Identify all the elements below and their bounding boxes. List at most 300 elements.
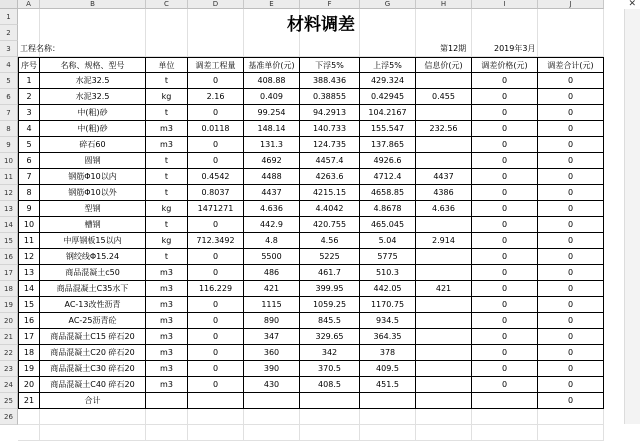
row-header-11[interactable]: 11 (0, 169, 18, 185)
cell[interactable]: 0 (472, 201, 538, 217)
cell[interactable]: 0 (472, 345, 538, 361)
cell[interactable] (244, 41, 300, 57)
cell[interactable]: 7 (18, 169, 40, 185)
cell[interactable]: 0 (188, 297, 244, 313)
cell[interactable]: 378 (360, 345, 416, 361)
cell[interactable]: AC-25沥青砼 (40, 313, 146, 329)
table-row (18, 169, 604, 185)
column-header-e[interactable]: E (244, 0, 300, 9)
period-label: 第12期 (440, 44, 467, 53)
cell[interactable]: 4437 (416, 169, 472, 185)
cell[interactable]: 442.9 (244, 217, 300, 233)
cell[interactable]: 0.0118 (188, 121, 244, 137)
cell[interactable] (538, 425, 604, 441)
row-header-8[interactable]: 8 (0, 121, 18, 137)
cell[interactable] (416, 377, 472, 393)
cell[interactable]: 4437 (244, 185, 300, 201)
cell[interactable]: m3 (146, 329, 188, 345)
cell[interactable]: 0 (538, 265, 604, 281)
cell[interactable] (472, 425, 538, 441)
table-row (18, 265, 604, 281)
cell[interactable]: 中(粗)砂 (40, 121, 146, 137)
cell[interactable] (416, 361, 472, 377)
cell[interactable]: 5 (18, 137, 40, 153)
row-header-9[interactable]: 9 (0, 137, 18, 153)
cell[interactable]: 408.5 (300, 377, 360, 393)
cell[interactable] (188, 41, 244, 57)
cell[interactable]: 0 (538, 105, 604, 121)
cell[interactable]: 3 (18, 105, 40, 121)
cell[interactable]: 4712.4 (360, 169, 416, 185)
cell[interactable]: 0 (188, 377, 244, 393)
row-header-17[interactable]: 17 (0, 265, 18, 281)
cell[interactable]: 0 (188, 329, 244, 345)
cell[interactable] (472, 393, 538, 409)
cell[interactable]: 0 (188, 153, 244, 169)
cell[interactable]: 调差工程量 (188, 57, 244, 73)
cell[interactable]: 429.324 (360, 73, 416, 89)
row-header-4[interactable]: 4 (0, 57, 18, 73)
column-headers (18, 0, 604, 9)
vertical-scrollbar[interactable] (624, 9, 640, 424)
cell[interactable]: 0 (472, 105, 538, 121)
cell[interactable]: AC-13改性沥青 (40, 297, 146, 313)
cell[interactable] (146, 409, 188, 425)
cell[interactable]: 2.16 (188, 89, 244, 105)
cell[interactable]: t (146, 249, 188, 265)
cell[interactable]: 712.3492 (188, 233, 244, 249)
cell[interactable]: 商品混凝土C15 碎石20 (40, 329, 146, 345)
cell[interactable]: 序号 (18, 57, 40, 73)
cell[interactable]: 140.733 (300, 121, 360, 137)
cell[interactable]: 16 (18, 313, 40, 329)
cell[interactable] (146, 41, 188, 57)
project-name-label: 工程名称： (20, 44, 60, 53)
cell[interactable]: t (146, 185, 188, 201)
cell[interactable] (538, 41, 604, 57)
cell[interactable]: 0 (538, 281, 604, 297)
cell[interactable]: 13 (18, 265, 40, 281)
cell[interactable]: 510.3 (360, 265, 416, 281)
row-header-10[interactable]: 10 (0, 153, 18, 169)
cell[interactable]: 0.455 (416, 89, 472, 105)
cell[interactable]: 10 (18, 217, 40, 233)
table-row (18, 185, 604, 201)
cell[interactable]: t (146, 73, 188, 89)
cell[interactable]: 0 (472, 361, 538, 377)
cell[interactable]: m3 (146, 297, 188, 313)
cell[interactable]: 12 (18, 249, 40, 265)
cell[interactable]: 0 (472, 265, 538, 281)
column-header-j[interactable]: J (538, 0, 604, 9)
cell[interactable]: 4.4042 (300, 201, 360, 217)
row-header-15[interactable]: 15 (0, 233, 18, 249)
cell[interactable]: 451.5 (360, 377, 416, 393)
cell[interactable]: 94.2913 (300, 105, 360, 121)
row-header-5[interactable]: 5 (0, 73, 18, 89)
table-row (18, 89, 604, 105)
row-header-6[interactable]: 6 (0, 89, 18, 105)
cell[interactable]: 水泥32.5 (40, 89, 146, 105)
cell[interactable]: 465.045 (360, 217, 416, 233)
cell[interactable]: 148.14 (244, 121, 300, 137)
cell[interactable] (416, 425, 472, 441)
cell[interactable]: 2 (18, 89, 40, 105)
cell[interactable]: 4.56 (300, 233, 360, 249)
cell[interactable] (300, 41, 360, 57)
cell[interactable]: 槽钢 (40, 217, 146, 233)
cell[interactable]: 0 (472, 185, 538, 201)
cell[interactable] (416, 297, 472, 313)
cell[interactable]: 347 (244, 329, 300, 345)
cell[interactable]: 4488 (244, 169, 300, 185)
cell[interactable]: 0 (188, 345, 244, 361)
cell[interactable]: 6 (18, 153, 40, 169)
cell[interactable]: 合计 (40, 393, 146, 409)
cell[interactable]: 商品混凝土C40 碎石20 (40, 377, 146, 393)
cell[interactable]: 调差价格(元) (472, 57, 538, 73)
cell[interactable] (40, 409, 146, 425)
cell[interactable]: 4.8 (244, 233, 300, 249)
table-row (18, 153, 604, 169)
cell[interactable] (40, 425, 146, 441)
cell[interactable]: 0 (538, 393, 604, 409)
cell[interactable]: 104.2167 (360, 105, 416, 121)
cell[interactable]: 1 (18, 73, 40, 89)
cell[interactable] (244, 409, 300, 425)
cell[interactable]: 0 (188, 73, 244, 89)
cell[interactable]: 商品混凝土c50 (40, 265, 146, 281)
row-header-12[interactable]: 12 (0, 185, 18, 201)
cell[interactable]: 0 (188, 105, 244, 121)
cell[interactable] (416, 217, 472, 233)
cell[interactable] (360, 425, 416, 441)
cell[interactable]: 890 (244, 313, 300, 329)
cell[interactable]: 486 (244, 265, 300, 281)
cell[interactable]: 单位 (146, 57, 188, 73)
row-header-16[interactable]: 16 (0, 249, 18, 265)
cell[interactable]: m3 (146, 265, 188, 281)
cell[interactable] (416, 409, 472, 425)
cell[interactable]: 116.229 (188, 281, 244, 297)
cell[interactable]: 商品混凝土C30 碎石20 (40, 361, 146, 377)
cell[interactable]: m3 (146, 281, 188, 297)
column-header-h[interactable]: H (416, 0, 472, 9)
cell[interactable]: 0 (538, 89, 604, 105)
cell[interactable] (360, 393, 416, 409)
cell[interactable]: kg (146, 89, 188, 105)
cell[interactable]: 845.5 (300, 313, 360, 329)
cell[interactable]: 399.95 (300, 281, 360, 297)
cell[interactable]: 0.4542 (188, 169, 244, 185)
cell[interactable] (416, 73, 472, 89)
cell[interactable]: 4.636 (416, 201, 472, 217)
cell[interactable]: 360 (244, 345, 300, 361)
cell[interactable] (300, 425, 360, 441)
cell[interactable]: 388.436 (300, 73, 360, 89)
cell[interactable]: 0 (538, 169, 604, 185)
cell[interactable]: 0 (472, 377, 538, 393)
cell[interactable] (146, 393, 188, 409)
cell[interactable]: t (146, 217, 188, 233)
cell[interactable]: 409.5 (360, 361, 416, 377)
row-header-24[interactable]: 24 (0, 377, 18, 393)
cell[interactable]: kg (146, 201, 188, 217)
cell[interactable]: 0 (472, 297, 538, 313)
cell[interactable]: kg (146, 233, 188, 249)
cell[interactable] (472, 409, 538, 425)
row-header-19[interactable]: 19 (0, 297, 18, 313)
cell[interactable]: 0 (538, 121, 604, 137)
cell[interactable]: 17 (18, 329, 40, 345)
cell[interactable] (18, 425, 40, 441)
date-label: 2019年3月 (494, 44, 536, 53)
cell[interactable]: 0 (538, 377, 604, 393)
cell[interactable] (188, 425, 244, 441)
cell[interactable]: m3 (146, 121, 188, 137)
close-icon[interactable]: ✕ (628, 0, 636, 9)
cell[interactable]: 5225 (300, 249, 360, 265)
cell[interactable]: 0 (538, 185, 604, 201)
cell[interactable]: 0 (538, 313, 604, 329)
cell[interactable]: 137.865 (360, 137, 416, 153)
cell[interactable]: 0 (538, 249, 604, 265)
cell[interactable]: m3 (146, 361, 188, 377)
cell[interactable]: 0 (538, 233, 604, 249)
cell[interactable]: 364.35 (360, 329, 416, 345)
cell[interactable]: 5.04 (360, 233, 416, 249)
cell-grid[interactable] (18, 9, 604, 441)
cell[interactable]: 1115 (244, 297, 300, 313)
cell[interactable]: 钢绞线Φ15.24 (40, 249, 146, 265)
cell[interactable]: 131.3 (244, 137, 300, 153)
cell[interactable]: 8 (18, 185, 40, 201)
cell[interactable]: 4.8678 (360, 201, 416, 217)
table-row (18, 201, 604, 217)
column-header-i[interactable]: I (472, 0, 538, 9)
cell[interactable]: 4926.6 (360, 153, 416, 169)
cell[interactable]: 461.7 (300, 265, 360, 281)
cell[interactable]: 0 (188, 313, 244, 329)
cell[interactable]: 4 (18, 121, 40, 137)
cell[interactable]: 370.5 (300, 361, 360, 377)
cell[interactable] (416, 393, 472, 409)
cell[interactable]: 342 (300, 345, 360, 361)
cell[interactable]: m3 (146, 137, 188, 153)
cell[interactable]: 4457.4 (300, 153, 360, 169)
cell[interactable]: 0 (538, 201, 604, 217)
cell[interactable]: 421 (244, 281, 300, 297)
cell[interactable]: 0 (538, 73, 604, 89)
cell[interactable] (416, 105, 472, 121)
cell[interactable]: 0 (472, 121, 538, 137)
column-header-f[interactable]: F (300, 0, 360, 9)
cell[interactable]: 调差合计(元) (538, 57, 604, 73)
cell[interactable]: 9 (18, 201, 40, 217)
row-header-14[interactable]: 14 (0, 217, 18, 233)
cell[interactable]: 99.254 (244, 105, 300, 121)
row-header-26[interactable]: 26 (0, 409, 18, 425)
cell[interactable]: 0 (472, 169, 538, 185)
row-header-3[interactable]: 3 (0, 41, 18, 57)
cell[interactable]: 0 (538, 137, 604, 153)
cell[interactable]: 1059.25 (300, 297, 360, 313)
cell[interactable] (360, 409, 416, 425)
cell[interactable] (188, 393, 244, 409)
column-header-d[interactable]: D (188, 0, 244, 9)
cell[interactable]: 18 (18, 345, 40, 361)
cell[interactable]: m3 (146, 377, 188, 393)
cell[interactable]: 0 (472, 89, 538, 105)
cell[interactable]: 商品混凝土C35水下 (40, 281, 146, 297)
cell[interactable]: 0 (538, 345, 604, 361)
column-header-a[interactable]: A (18, 0, 40, 9)
cell[interactable]: 124.735 (300, 137, 360, 153)
cell[interactable] (300, 409, 360, 425)
cell[interactable]: m3 (146, 345, 188, 361)
cell[interactable] (416, 249, 472, 265)
cell[interactable]: 4263.6 (300, 169, 360, 185)
cell[interactable] (244, 393, 300, 409)
cell[interactable]: 934.5 (360, 313, 416, 329)
cell[interactable]: 0 (472, 313, 538, 329)
cell[interactable]: 0 (538, 153, 604, 169)
cell[interactable] (244, 425, 300, 441)
cell[interactable]: 基准单价(元) (244, 57, 300, 73)
cell[interactable]: 0 (472, 281, 538, 297)
cell[interactable]: 0 (472, 217, 538, 233)
cell[interactable]: 390 (244, 361, 300, 377)
cell[interactable]: 0 (472, 137, 538, 153)
cell[interactable]: 0 (538, 361, 604, 377)
cell[interactable]: 钢筋Φ10以外 (40, 185, 146, 201)
cell[interactable]: 商品混凝土C20 碎石20 (40, 345, 146, 361)
cell[interactable] (18, 409, 40, 425)
cell[interactable] (360, 41, 416, 57)
cell[interactable] (300, 393, 360, 409)
cell[interactable]: 中(粗)砂 (40, 105, 146, 121)
cell[interactable]: 上浮5% (360, 57, 416, 73)
cell[interactable]: 0 (188, 249, 244, 265)
cell[interactable]: 碎石60 (40, 137, 146, 153)
cell[interactable]: 20 (18, 377, 40, 393)
cell[interactable]: 0.38855 (300, 89, 360, 105)
cell[interactable]: 0.409 (244, 89, 300, 105)
cell[interactable]: 钢筋Φ10以内 (40, 169, 146, 185)
cell[interactable]: 0 (472, 153, 538, 169)
cell[interactable]: 4.636 (244, 201, 300, 217)
cell[interactable]: 0 (538, 329, 604, 345)
row-header-21[interactable]: 21 (0, 329, 18, 345)
row-header-18[interactable]: 18 (0, 281, 18, 297)
cell[interactable]: 1170.75 (360, 297, 416, 313)
cell[interactable] (416, 265, 472, 281)
row-header-13[interactable]: 13 (0, 201, 18, 217)
cell[interactable]: 0 (472, 73, 538, 89)
cell[interactable]: 型钢 (40, 201, 146, 217)
select-all-corner[interactable] (0, 0, 18, 9)
row-header-23[interactable]: 23 (0, 361, 18, 377)
cell[interactable]: 0 (472, 233, 538, 249)
cell[interactable] (416, 137, 472, 153)
cell[interactable] (416, 313, 472, 329)
row-header-25[interactable]: 25 (0, 393, 18, 409)
cell[interactable]: 430 (244, 377, 300, 393)
cell[interactable]: 0 (472, 249, 538, 265)
cell[interactable]: 420.755 (300, 217, 360, 233)
cell[interactable]: 4692 (244, 153, 300, 169)
cell[interactable] (416, 153, 472, 169)
cell[interactable] (538, 409, 604, 425)
cell[interactable]: 0 (472, 329, 538, 345)
cell[interactable]: 0 (188, 217, 244, 233)
cell[interactable]: 2.914 (416, 233, 472, 249)
cell[interactable]: 4386 (416, 185, 472, 201)
cell[interactable]: 5500 (244, 249, 300, 265)
cell[interactable]: 0 (538, 297, 604, 313)
cell[interactable]: 421 (416, 281, 472, 297)
row-header-2[interactable]: 2 (0, 25, 18, 41)
cell[interactable]: 442.05 (360, 281, 416, 297)
cell[interactable] (146, 425, 188, 441)
row-header-20[interactable]: 20 (0, 313, 18, 329)
cell[interactable]: 1471271 (188, 201, 244, 217)
cell[interactable]: 4215.15 (300, 185, 360, 201)
table-row (18, 345, 604, 361)
cell[interactable]: 11 (18, 233, 40, 249)
cell[interactable]: 0 (188, 265, 244, 281)
cell[interactable]: 21 (18, 393, 40, 409)
cell[interactable]: 圆钢 (40, 153, 146, 169)
table-row (18, 233, 604, 249)
row-header-1[interactable]: 1 (0, 9, 18, 25)
cell[interactable]: 232.56 (416, 121, 472, 137)
cell[interactable] (416, 329, 472, 345)
column-header-c[interactable]: C (146, 0, 188, 9)
cell[interactable] (416, 345, 472, 361)
cell[interactable]: 14 (18, 281, 40, 297)
cell[interactable]: 155.547 (360, 121, 416, 137)
cell[interactable]: 名称、规格、型号 (40, 57, 146, 73)
cell[interactable]: 0.42945 (360, 89, 416, 105)
table-row (18, 361, 604, 377)
table-row (18, 73, 604, 89)
cell[interactable]: 0 (188, 137, 244, 153)
cell[interactable]: 水泥32.5 (40, 73, 146, 89)
cell[interactable]: 329.65 (300, 329, 360, 345)
cell[interactable]: 0 (188, 361, 244, 377)
cell[interactable]: 0.8037 (188, 185, 244, 201)
cell[interactable]: t (146, 169, 188, 185)
cell[interactable]: 5775 (360, 249, 416, 265)
cell[interactable]: t (146, 153, 188, 169)
cell[interactable]: t (146, 105, 188, 121)
cell[interactable]: m3 (146, 313, 188, 329)
cell[interactable] (188, 409, 244, 425)
cell[interactable]: 15 (18, 297, 40, 313)
cell[interactable]: 408.88 (244, 73, 300, 89)
cell[interactable]: 0 (538, 217, 604, 233)
column-header-b[interactable]: B (40, 0, 146, 9)
cell[interactable]: 下浮5% (300, 57, 360, 73)
row-header-7[interactable]: 7 (0, 105, 18, 121)
cell[interactable]: 4658.85 (360, 185, 416, 201)
cell[interactable]: 信息价(元) (416, 57, 472, 73)
row-header-22[interactable]: 22 (0, 345, 18, 361)
cell[interactable]: 中厚钢板15以内 (40, 233, 146, 249)
column-header-g[interactable]: G (360, 0, 416, 9)
cell[interactable]: 19 (18, 361, 40, 377)
